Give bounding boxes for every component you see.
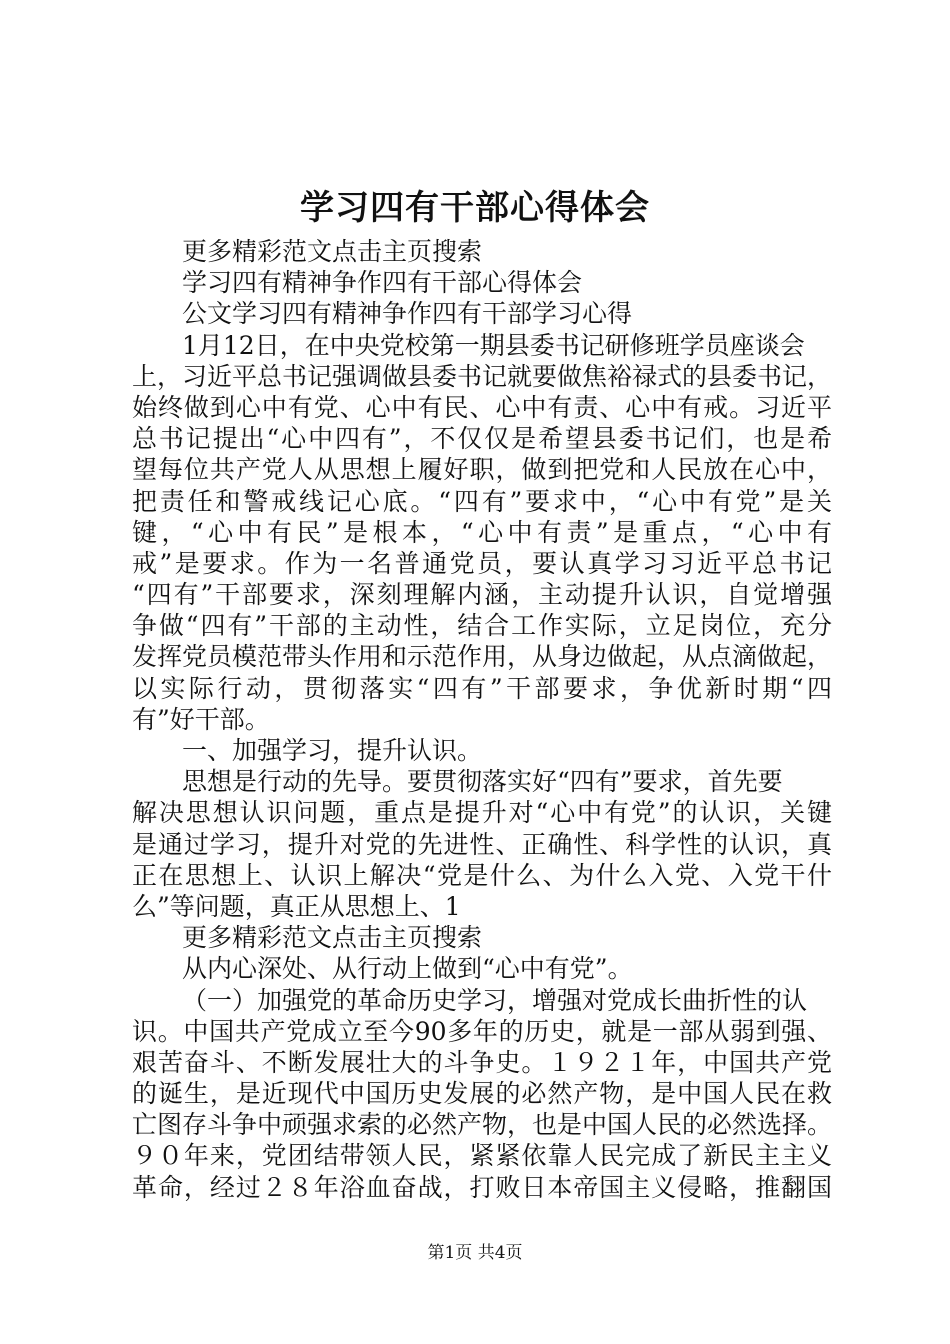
paragraph-line: 始终做到心中有党、心中有民、心中有责、心中有戒。习近平 [132,392,832,422]
paragraph-line: （一）加强党的革命历史学习，增强对党成长曲折性的认 [182,985,808,1015]
paragraph-line: 思想是行动的先导。要贯彻落实好“四有”要求，首先要 [182,767,783,797]
paragraph-line: 从内心深处、从行动上做到“心中有党”。 [182,954,633,984]
document-title: 学习四有干部心得体会 [300,188,650,228]
paragraph-line: 解决思想认识问题，重点是提升对“心中有党”的认识，关键 [132,798,832,828]
paragraph-line: 革命，经过２８年浴血奋战，打败日本帝国主义侵略，推翻国 [132,1172,832,1202]
section-heading: 一、加强学习，提升认识。 [182,736,483,765]
paragraph-line: 望每位共产党人从思想上履好职，做到把党和人民放在心中， [132,455,832,485]
paragraph-line: 戒”是要求。作为一名普通党员，要认真学习习近平总书记 [132,548,832,578]
paragraph-line: 总书记提出“心中四有”，不仅仅是希望县委书记们，也是希 [132,424,832,454]
paragraph-line: 以实际行动，贯彻落实“四有”干部要求，争优新时期“四 [132,673,832,703]
paragraph-line: 么”等问题，真正从思想上、1 [132,891,461,921]
paragraph-line: 把责任和警戒线记心底。“四有”要求中，“心中有党”是关 [132,486,832,516]
paragraph-line: 争做“四有”干部的主动性，结合工作实际，立足岗位，充分 [132,611,832,641]
paragraph-line: 上，习近平总书记强调做县委书记就要做焦裕禄式的县委书记， [132,361,833,391]
paragraph-line: ９０年来，党团结带领人民，紧紧依靠人民完成了新民主主义 [132,1141,832,1171]
paragraph-line: 1月12日，在中央党校第一期县委书记研修班学员座谈会 [182,330,805,360]
paragraph-line: 识。中国共产党成立至今90多年的历史，就是一部从弱到强、 [132,1016,832,1046]
paragraph-line: 学习四有精神争作四有干部心得体会 [182,268,583,298]
paragraph-line: 有”好干部。 [132,704,270,734]
paragraph-line: 键，“心中有民”是根本，“心中有责”是重点，“心中有 [132,517,832,547]
page-footer: 第1页 共4页 [427,1243,523,1263]
paragraph-line: 发挥党员模范带头作用和示范作用，从身边做起，从点滴做起， [132,642,833,672]
paragraph-line: 更多精彩范文点击主页搜索 [182,237,483,266]
paragraph-line: 是通过学习，提升对党的先进性、正确性、科学性的认识，真 [132,829,832,859]
paragraph-line: 更多精彩范文点击主页搜索 [182,923,483,953]
paragraph-line: 艰苦奋斗、不断发展壮大的斗争史。１９２１年，中国共产党 [132,1047,832,1077]
document-body [132,236,832,1203]
paragraph-line: 正在思想上、认识上解决“党是什么、为什么入党、入党干什 [132,860,832,890]
paragraph-line: 公文学习四有精神争作四有干部学习心得 [182,299,633,329]
paragraph-line: 亡图存斗争中顽强求索的必然产物，也是中国人民的必然选择。 [132,1110,833,1140]
paragraph-line: 的诞生，是近现代中国历史发展的必然产物，是中国人民在救 [132,1079,832,1109]
paragraph-line: “四有”干部要求，深刻理解内涵，主动提升认识，自觉增强 [132,580,832,610]
